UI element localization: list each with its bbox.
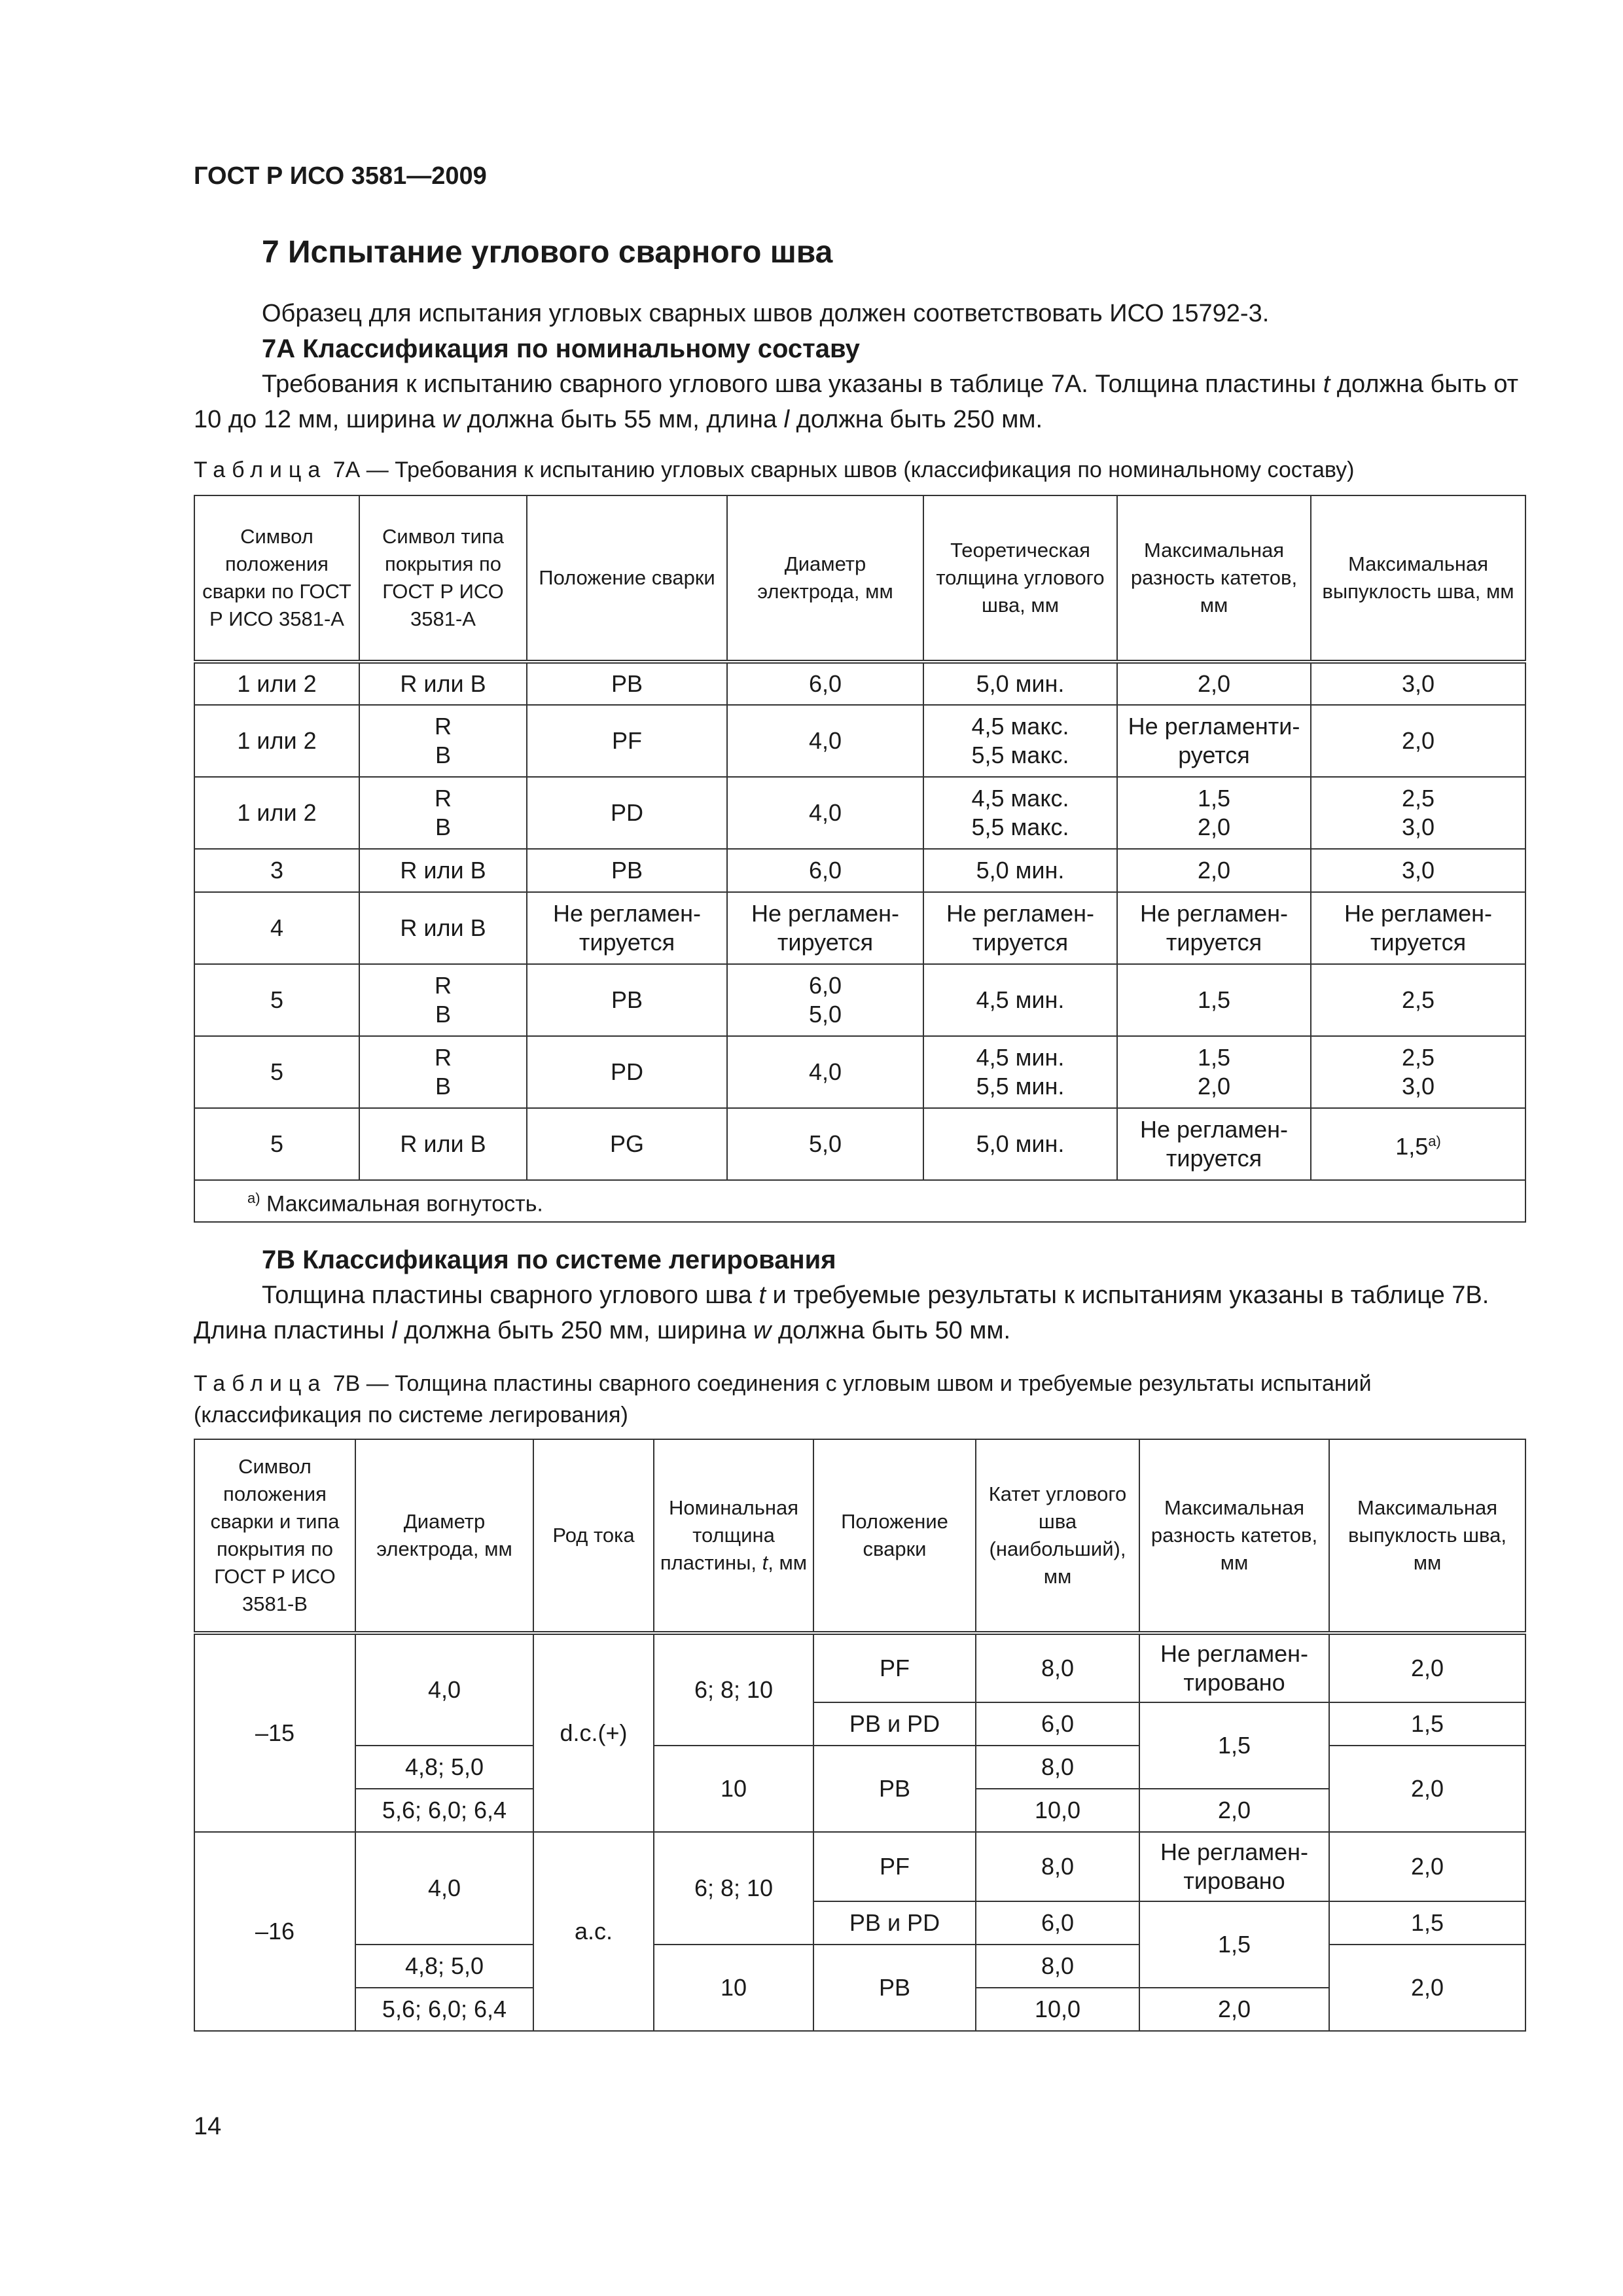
table-7b-cell: PB и PD: [813, 1702, 976, 1746]
table-7a-cell: 4,5 мин. 5,5 мин.: [923, 1036, 1117, 1108]
table-7a-cell: 1,5: [1117, 964, 1311, 1036]
document-code-header: ГОСТ Р ИСО 3581—2009: [194, 162, 487, 190]
table-7b-cell: 2,0: [1329, 1832, 1525, 1901]
table-7a-cell: 3,0: [1311, 849, 1525, 892]
table-7a-cell: 1 или 2: [194, 705, 359, 777]
table-7a-cell: 5: [194, 1036, 359, 1108]
table-7a-cell: 4,0: [727, 1036, 923, 1108]
table-7b-cell: 10: [654, 1945, 813, 2031]
table-7a-cell: 1 или 2: [194, 662, 359, 705]
table-7b-cell: 8,0: [976, 1633, 1139, 1702]
subsection-7a-title: 7А Классификация по номинальному составу: [262, 334, 860, 363]
table-7b-caption: [194, 1368, 1525, 1431]
table-7a-cell: PG: [527, 1108, 727, 1180]
table-7b-row: [194, 1832, 1525, 1901]
table-7a-cell: R или B: [359, 849, 527, 892]
table-7a-header-cell: Теоретическая толщина углового шва, мм: [923, 495, 1117, 662]
caption-text: 7А — Требования к испытанию угловых сварных швов (классификация по номинальному составу): [327, 457, 1355, 482]
table-7a-cell: 1,5$^{a)}$: [1311, 1108, 1525, 1180]
table-7b-header-cell: Положение сварки: [813, 1439, 976, 1633]
table-7a-cell: 3: [194, 849, 359, 892]
table-7a-header-row: [194, 495, 1525, 662]
text-run: должна быть 250 мм, ширина: [397, 1317, 753, 1344]
table-7a-cell: R B: [359, 1036, 527, 1108]
table-7b-cell: Не регламен- тировано: [1139, 1832, 1329, 1901]
table-7a-cell: Не регламен- тируется: [527, 892, 727, 964]
table-7a-cell: Не регламен- тируется: [1117, 1108, 1311, 1180]
page-number: 14: [194, 2113, 222, 2140]
table-7a-cell: 2,5 3,0: [1311, 1036, 1525, 1108]
text-run: и требуемые результаты к испытаниям указаны в таблице 7В. Длина пластины: [194, 1282, 1489, 1344]
table-7a-cell: 5,0 мин.: [923, 849, 1117, 892]
table-7b-cell: 6,0: [976, 1901, 1139, 1945]
table-7a-header-cell: Максимальная разность катетов, мм: [1117, 495, 1311, 662]
table-7a-row: [194, 1108, 1525, 1180]
table-7a-footnote: [194, 1180, 1525, 1222]
table-7b-cell: 8,0: [976, 1945, 1139, 1988]
table-7b: [194, 1439, 1526, 2032]
table-7b-header-cell: Символ положения сварки и типа покрытия по ГОСТ Р ИСО 3581-В: [194, 1439, 355, 1633]
table-7a-cell: 2,5 3,0: [1311, 777, 1525, 849]
table-7a-cell: 4: [194, 892, 359, 964]
intro-paragraph-1: Образец для испытания угловых сварных швов должен соответствовать ИСО 15792-3.: [262, 300, 1270, 327]
table-7b-header-cell: Катет углового шва (наибольший), мм: [976, 1439, 1139, 1633]
table-7a-cell: PF: [527, 705, 727, 777]
table-7a-row: [194, 777, 1525, 849]
table-7a-row: [194, 964, 1525, 1036]
table-7a-row: [194, 1036, 1525, 1108]
table-7b-cell: PF: [813, 1633, 976, 1702]
table-7b-cell: PB и PD: [813, 1901, 976, 1945]
table-7a-header-cell: Символ типа покрытия по ГОСТ Р ИСО 3581-А: [359, 495, 527, 662]
table-7a-header-cell: Положение сварки: [527, 495, 727, 662]
table-7a-cell: Не регламен- тируется: [1117, 892, 1311, 964]
table-7a-cell: 6,0: [727, 662, 923, 705]
table-7b-cell: –15: [194, 1633, 355, 1832]
table-7b-cell: 6,0: [976, 1702, 1139, 1746]
footnote-mark: a): [247, 1189, 260, 1206]
table-7b-cell: 2,0: [1329, 1945, 1525, 2031]
table-7b-cell: PB: [813, 1945, 976, 2031]
table-7a-cell: 6,0: [727, 849, 923, 892]
table-7b-header-row: [194, 1439, 1525, 1633]
table-7a-cell: PB: [527, 662, 727, 705]
text-run: Толщина пластины сварного углового шва: [262, 1282, 759, 1309]
table-7b-cell: 1,5: [1139, 1901, 1329, 1988]
caption-text: 7В — Толщина пластины сварного соединения с угловым швом и требуемые результаты испытаний (классификация по системе легирования): [194, 1371, 1372, 1427]
footnote-ref: a): [1428, 1133, 1441, 1149]
table-7b-cell: 10,0: [976, 1789, 1139, 1832]
table-7a-cell: 4,0: [727, 705, 923, 777]
table-7a-cell: 5,0 мин.: [923, 662, 1117, 705]
text-run: должна быть 250 мм.: [789, 406, 1043, 433]
var-w: w: [753, 1317, 772, 1344]
table-7a-cell: 5: [194, 964, 359, 1036]
table-7a-cell: R B: [359, 777, 527, 849]
caption-word: Таблица: [194, 1371, 327, 1396]
table-7b-cell: 2,0: [1329, 1746, 1525, 1832]
table-7a-header-cell: Символ положения сварки по ГОСТ Р ИСО 3581-А: [194, 495, 359, 662]
table-7a-footnote-row: [194, 1180, 1525, 1222]
table-7b-cell: 5,6; 6,0; 6,4: [355, 1988, 533, 2031]
table-7a-cell: 5: [194, 1108, 359, 1180]
table-7b-cell: 4,0: [355, 1832, 533, 1945]
table-7b-cell: 8,0: [976, 1832, 1139, 1901]
table-7b-header-cell: Номинальная толщина пластины, t, мм: [654, 1439, 813, 1633]
table-7b-cell: 5,6; 6,0; 6,4: [355, 1789, 533, 1832]
table-7a-row: [194, 662, 1525, 705]
table-7a-cell: PD: [527, 777, 727, 849]
table-7a-cell: 5,0: [727, 1108, 923, 1180]
table-7b-cell: 1,5: [1139, 1702, 1329, 1789]
table-7b-header-cell: Максимальная разность катетов, мм: [1139, 1439, 1329, 1633]
table-7a-cell: 6,0 5,0: [727, 964, 923, 1036]
table-7a-row: [194, 849, 1525, 892]
footnote-text: Максимальная вогнутость.: [260, 1191, 543, 1217]
text-run: должна быть 55 мм, длина: [460, 406, 784, 433]
intro-block: [194, 296, 1525, 437]
table-7b-cell: 6; 8; 10: [654, 1832, 813, 1945]
table-7b-header-cell: Максимальная выпуклость шва, мм: [1329, 1439, 1525, 1633]
table-7b-cell: 10,0: [976, 1988, 1139, 2031]
table-7b-cell: 10: [654, 1746, 813, 1832]
table-7a-cell: Не регламен- тируется: [1311, 892, 1525, 964]
table-7a-cell: Не регламен- тируется: [727, 892, 923, 964]
table-7a-cell: 1,5 2,0: [1117, 777, 1311, 849]
text-run: должна быть от 10 до 12 мм, ширина: [194, 370, 1519, 433]
table-7a-cell: PB: [527, 964, 727, 1036]
table-7a-cell: R B: [359, 705, 527, 777]
subsection-7b-title: 7В Классификация по системе легирования: [262, 1246, 836, 1274]
table-7b-cell: PF: [813, 1832, 976, 1901]
table-7a-cell: Не регламен- тируется: [923, 892, 1117, 964]
table-7b-cell: d.c.(+): [533, 1633, 654, 1832]
table-7a-cell: 3,0: [1311, 662, 1525, 705]
table-7a: [194, 495, 1526, 1223]
intro-paragraph-2: [194, 367, 1525, 437]
table-7a-cell: 4,5 макс. 5,5 макс.: [923, 777, 1117, 849]
table-7a-cell: R B: [359, 964, 527, 1036]
table-7b-cell: 1,5: [1329, 1702, 1525, 1746]
table-7a-cell: 5,0 мин.: [923, 1108, 1117, 1180]
table-7b-cell: 2,0: [1139, 1789, 1329, 1832]
var-l: l: [783, 406, 790, 433]
table-7a-cell: 1 или 2: [194, 777, 359, 849]
var-t: t: [758, 1282, 766, 1309]
section-7b-block: [194, 1242, 1525, 1348]
table-7b-cell: 4,8; 5,0: [355, 1945, 533, 1988]
section-7-title: 7 Испытание углового сварного шва: [262, 235, 833, 270]
table-7a-cell: PD: [527, 1036, 727, 1108]
table-7b-cell: PB: [813, 1746, 976, 1832]
text-run: должна быть 50 мм.: [771, 1317, 1011, 1344]
table-7b-cell: Не регламен- тировано: [1139, 1633, 1329, 1702]
table-7a-cell: 2,0: [1117, 849, 1311, 892]
table-7a-cell: R или B: [359, 1108, 527, 1180]
table-7b-cell: –16: [194, 1832, 355, 2031]
table-7b-cell: 8,0: [976, 1746, 1139, 1789]
table-7a-cell: 4,0: [727, 777, 923, 849]
table-7a-row: [194, 892, 1525, 964]
table-7a-cell: 1,5 2,0: [1117, 1036, 1311, 1108]
table-7b-cell: a.c.: [533, 1832, 654, 2031]
table-7a-cell: R или B: [359, 892, 527, 964]
table-7a-cell: Не регламенти- руется: [1117, 705, 1311, 777]
table-7a-header-cell: Максимальная выпуклость шва, мм: [1311, 495, 1525, 662]
caption-word: Таблица: [194, 457, 327, 482]
table-7b-cell: 4,0: [355, 1633, 533, 1746]
table-7a-cell: PB: [527, 849, 727, 892]
table-7b-header-cell: Род тока: [533, 1439, 654, 1633]
table-7b-cell: 2,0: [1329, 1633, 1525, 1702]
var-t: t: [1323, 370, 1330, 398]
table-7b-cell: 6; 8; 10: [654, 1633, 813, 1746]
table-7b-header-cell: Диаметр электрода, мм: [355, 1439, 533, 1633]
table-7a-cell: 2,5: [1311, 964, 1525, 1036]
table-7a-header-cell: Диаметр электрода, мм: [727, 495, 923, 662]
table-7a-row: [194, 705, 1525, 777]
table-7a-cell: 2,0: [1311, 705, 1525, 777]
table-7b-cell: 4,8; 5,0: [355, 1746, 533, 1789]
table-7b-cell: 2,0: [1139, 1988, 1329, 2031]
text-run: Требования к испытанию сварного углового шва указаны в таблице 7А. Толщина пластины: [262, 370, 1323, 398]
table-7a-caption: [194, 454, 1525, 486]
section-7b-paragraph: [194, 1278, 1525, 1348]
var-w: w: [442, 406, 461, 433]
var-l: l: [391, 1317, 397, 1344]
table-7b-cell: 1,5: [1329, 1901, 1525, 1945]
table-7a-cell: R или B: [359, 662, 527, 705]
table-7a-cell: 2,0: [1117, 662, 1311, 705]
table-7a-cell: 4,5 мин.: [923, 964, 1117, 1036]
table-7a-cell: 4,5 макс. 5,5 макс.: [923, 705, 1117, 777]
table-7b-row: [194, 1633, 1525, 1702]
